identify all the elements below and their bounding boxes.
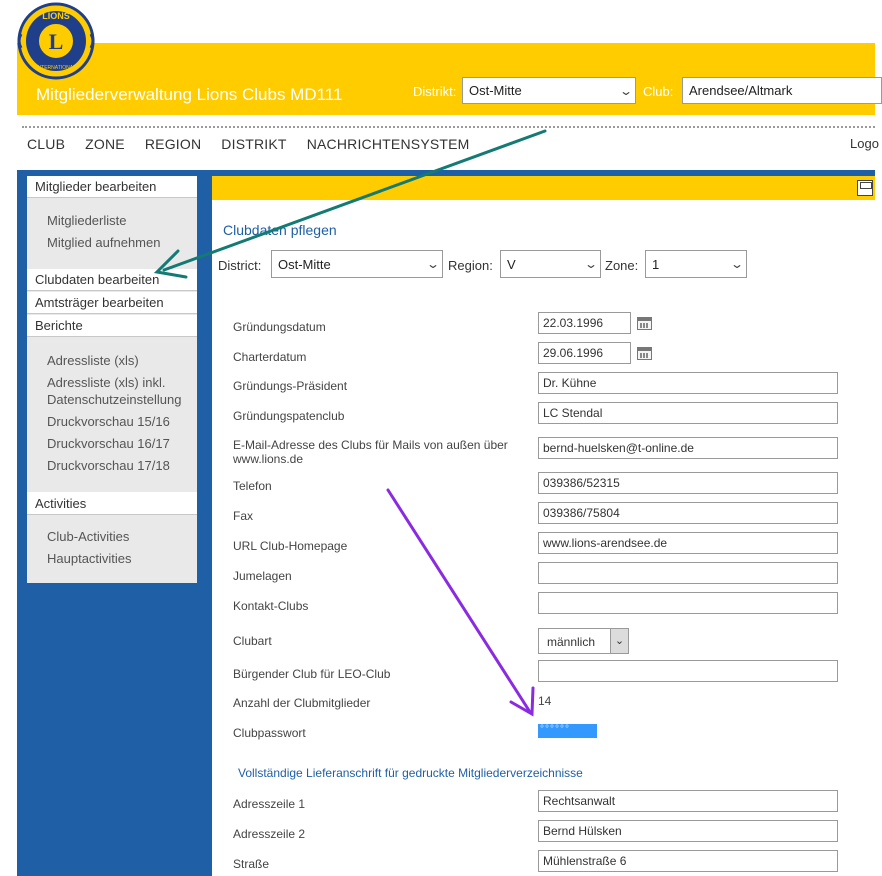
input-email[interactable]: bernd-huelsken@t-online.de: [538, 437, 838, 459]
app-title: Mitgliederverwaltung Lions Clubs MD111: [36, 85, 343, 104]
label-jumelagen: Jumelagen: [233, 569, 292, 583]
label-adresszeile-1: Adresszeile 1: [233, 797, 306, 811]
label-email: E-Mail-Adresse des Clubs für Mails von außen über www.lions.de: [233, 438, 508, 466]
sidebar-head-berichte[interactable]: Berichte: [27, 315, 197, 337]
clubart-value: männlich: [547, 635, 596, 649]
label-charterdatum: Charterdatum: [233, 350, 307, 364]
sidebar-head-mitglieder[interactable]: Mitglieder bearbeiten: [27, 176, 197, 198]
logout-link[interactable]: Logo: [850, 136, 879, 151]
svg-text:INTERNATIONAL: INTERNATIONAL: [36, 65, 76, 71]
label-clubart: Clubart: [233, 634, 272, 648]
value-anzahl: 14: [538, 694, 552, 708]
label-kontakt-clubs: Kontakt-Clubs: [233, 599, 309, 613]
chevron-down-icon: ⌄: [425, 257, 441, 271]
input-adresszeile-1[interactable]: Rechtsanwalt: [538, 790, 838, 812]
nav-distrikt[interactable]: DISTRIKT: [221, 136, 287, 152]
label-strasse: Straße: [233, 857, 270, 871]
sidebar-item-druckvorschau-1516[interactable]: Druckvorschau 15/16: [47, 414, 170, 429]
input-charterdatum[interactable]: 29.06.1996: [538, 342, 631, 364]
district-value: Ost-Mitte: [278, 256, 331, 272]
teal-arrow: [157, 131, 545, 277]
region-value: V: [507, 256, 516, 272]
sidebar-head-amtstraeger[interactable]: Amtsträger bearbeiten: [27, 292, 197, 314]
input-homepage[interactable]: www.lions-arendsee.de: [538, 532, 838, 554]
input-gruendungsdatum[interactable]: 22.03.1996: [538, 312, 631, 334]
sidebar-item-druckvorschau-1718[interactable]: Druckvorschau 17/18: [47, 458, 170, 473]
distrikt-label: Distrikt:: [413, 84, 457, 99]
club-value: Arendsee/Altmark: [689, 83, 793, 98]
chevron-down-icon: ⌄: [618, 83, 634, 98]
sidebar-item-club-activities[interactable]: Club-Activities: [47, 529, 130, 544]
sidebar-item-mitglied-aufnehmen[interactable]: Mitglied aufnehmen: [47, 235, 161, 250]
input-gruendungspatenclub[interactable]: LC Stendal: [538, 402, 838, 424]
label-buergender-club: Bürgender Club für LEO-Club: [233, 667, 391, 681]
zone-value: 1: [652, 256, 660, 272]
sidebar-item-adressliste-inkl[interactable]: Adressliste (xls) inkl. Datenschutzeinstellung: [47, 375, 182, 407]
label-homepage: URL Club-Homepage: [233, 539, 348, 553]
input-gruendungs-praesident[interactable]: Dr. Kühne: [538, 372, 838, 394]
sidebar-item-mitgliederliste[interactable]: Mitgliederliste: [47, 213, 127, 228]
sidebar-item-druckvorschau-1617[interactable]: Druckvorschau 16/17: [47, 436, 170, 451]
label-gruendungspatenclub: Gründungspatenclub: [233, 409, 345, 423]
label-adresszeile-2: Adresszeile 2: [233, 827, 306, 841]
svg-text:LIONS: LIONS: [42, 11, 70, 21]
address-section-title: Vollständige Lieferanschrift für gedruckte Mitgliederverzeichnisse: [238, 766, 583, 780]
label-fax: Fax: [233, 509, 254, 523]
nav-zone[interactable]: ZONE: [85, 136, 125, 152]
label-telefon: Telefon: [233, 479, 272, 493]
label-clubpasswort: Clubpasswort: [233, 726, 306, 740]
page-title: Clubdaten pflegen: [223, 222, 337, 238]
purple-arrow: [388, 490, 533, 714]
sidebar-head-activities[interactable]: Activities: [27, 492, 197, 515]
svg-text:L: L: [48, 29, 64, 54]
input-adresszeile-2[interactable]: Bernd Hülsken: [538, 820, 838, 842]
sidebar-item-hauptactivities[interactable]: Hauptactivities: [47, 551, 132, 566]
chevron-down-icon[interactable]: ⌄: [610, 629, 628, 653]
label-gruendungs-praesident: Gründungs-Präsident: [233, 379, 348, 393]
club-label: Club:: [643, 84, 674, 99]
nav-nachrichtensystem[interactable]: NACHRICHTENSYSTEM: [306, 136, 470, 152]
label-gruendungsdatum: Gründungsdatum: [233, 320, 326, 334]
sidebar-item-adressliste[interactable]: Adressliste (xls): [47, 353, 139, 368]
input-fax[interactable]: 039386/75804: [538, 502, 838, 524]
chevron-down-icon: ⌄: [729, 257, 745, 271]
zone-label: Zone:: [605, 258, 639, 273]
input-telefon[interactable]: 039386/52315: [538, 472, 838, 494]
region-label: Region:: [448, 258, 493, 273]
district-label: District:: [218, 258, 262, 273]
value-clubpasswort[interactable]: °°°°°°: [538, 724, 597, 738]
chevron-down-icon: ⌄: [583, 257, 599, 271]
nav-club[interactable]: CLUB: [27, 136, 66, 152]
sidebar-head-clubdaten[interactable]: Clubdaten bearbeiten: [27, 269, 197, 291]
input-strasse[interactable]: Mühlenstraße 6: [538, 850, 838, 872]
nav-region[interactable]: REGION: [144, 136, 202, 152]
distrikt-value: Ost-Mitte: [469, 83, 522, 98]
label-anzahl: Anzahl der Clubmitglieder: [233, 696, 371, 710]
